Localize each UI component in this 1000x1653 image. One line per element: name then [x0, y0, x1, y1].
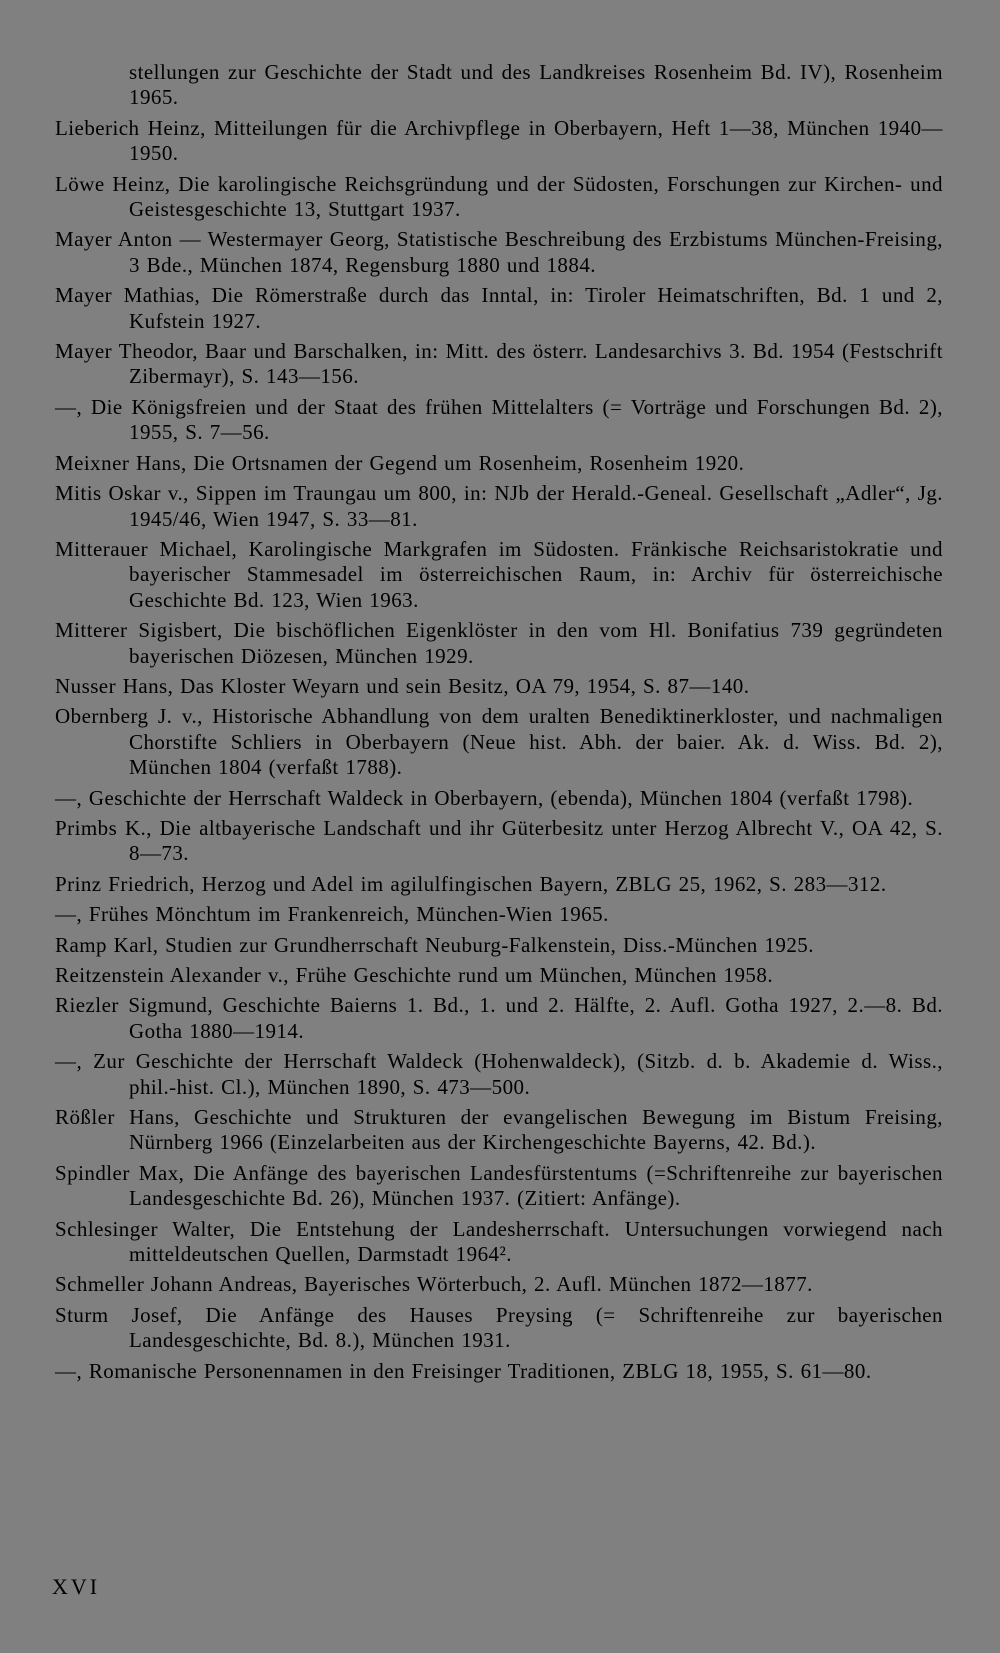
bibliography-entry: Schmeller Johann Andreas, Bayerisches Wörterbuch, 2. Aufl. München 1872—1877.	[55, 1272, 813, 1297]
bibliography-entry: Primbs K., Die altbayerische Landschaft und ihr Güterbesitz unter Herzog Albrecht V., OA 42, S. 8—73.	[55, 815, 943, 866]
bibliography-entry: Obernberg J. v., Historische Abhandlung von dem uralten Benediktinerkloster, und nachmaligen Chorstifte Schliers in Oberbayern (Neue hist. Abh. der baier. Ak. d. Wiss. Bd. 2), München 1804 (verfaßt 1788).	[55, 704, 943, 780]
bibliography-entry: Spindler Max, Die Anfänge des bayerischen Landesfürstentums (=Schriftenreihe zur bayerischen Landesgeschichte Bd. 26), München 1937. (Zitiert: Anfänge).	[55, 1160, 943, 1211]
bibliography-entry-continued: stellungen zur Geschichte der Stadt und des Landkreises Rosenheim Bd. IV), Rosenheim 1965.	[129, 60, 943, 110]
bibliography-entry: Riezler Sigmund, Geschichte Baierns 1. Bd., 1. und 2. Hälfte, 2. Aufl. Gotha 1927, 2.—8. Bd. Gotha 1880—1914.	[55, 993, 943, 1043]
bibliography-entry: —, Die Königsfreien und der Staat des frühen Mittelalters (= Vorträge und Forschungen Bd. 2), 1955, S. 7—56.	[55, 394, 943, 445]
bibliography-entry: Lieberich Heinz, Mitteilungen für die Archivpflege in Oberbayern, Heft 1—38, München 1940—1950.	[55, 115, 943, 166]
bibliography-entry: Mitterer Sigisbert, Die bischöflichen Eigenklöster in den vom Hl. Bonifatius 739 gegründeten bayerischen Diözesen, München 1929.	[55, 618, 943, 668]
page-number: XVI	[52, 1574, 101, 1599]
bibliography-list	[55, 60, 943, 1389]
bibliography-entry: —, Zur Geschichte der Herrschaft Waldeck (Hohenwaldeck), (Sitzb. d. b. Akademie d. Wiss., phil.-hist. Cl.), München 1890, S. 473—500.	[55, 1049, 943, 1099]
bibliography-entry: —, Frühes Mönchtum im Frankenreich, München-Wien 1965.	[55, 902, 609, 927]
bibliography-entry: Mayer Theodor, Baar und Barschalken, in: Mitt. des österr. Landesarchivs 3. Bd. 1954 (Festschrift Zibermayr), S. 143—156.	[55, 339, 943, 389]
bibliography-entry: —, Geschichte der Herrschaft Waldeck in Oberbayern, (ebenda), München 1804 (verfaßt 1798).	[55, 785, 914, 810]
bibliography-entry: Mayer Mathias, Die Römerstraße durch das Inntal, in: Tiroler Heimatschriften, Bd. 1 und 2, Kufstein 1927.	[55, 283, 943, 333]
bibliography-entry: Mitis Oskar v., Sippen im Traungau um 800, in: NJb der Herald.-Geneal. Gesellschaft „Adler“, Jg. 1945/46, Wien 1947, S. 33—81.	[55, 481, 943, 531]
bibliography-entry: Nusser Hans, Das Kloster Weyarn und sein Besitz, OA 79, 1954, S. 87—140.	[55, 673, 750, 698]
bibliography-entry: Mitterauer Michael, Karolingische Markgrafen im Südosten. Fränkische Reichsaristokratie und bayerischer Stammesadel im österreichischen Raum, in: Archiv für österreichische Geschichte Bd. 123, Wien 1963.	[55, 536, 943, 612]
bibliography-entry: Sturm Josef, Die Anfänge des Hauses Preysing (= Schriftenreihe zur bayerischen Landesgeschichte, Bd. 8.), München 1931.	[55, 1302, 943, 1353]
bibliography-entry: Prinz Friedrich, Herzog und Adel im agilulfingischen Bayern, ZBLG 25, 1962, S. 283—312.	[55, 871, 887, 896]
bibliography-entry: Mayer Anton — Westermayer Georg, Statistische Beschreibung des Erzbistums München-Freising, 3 Bde., München 1874, Regensburg 1880 und 1884.	[55, 227, 943, 277]
bibliography-entry: Reitzenstein Alexander v., Frühe Geschichte rund um München, München 1958.	[55, 963, 774, 987]
bibliography-entry: Ramp Karl, Studien zur Grundherrschaft Neuburg-Falkenstein, Diss.-München 1925.	[55, 932, 814, 957]
bibliography-entry: Schlesinger Walter, Die Entstehung der Landesherrschaft. Untersuchungen vorwiegend nach mitteldeutschen Quellen, Darmstadt 1964².	[55, 1216, 943, 1267]
bibliography-entry: Rößler Hans, Geschichte und Strukturen der evangelischen Bewegung im Bistum Freising, Nürnberg 1966 (Einzelarbeiten aus der Kirchengeschichte Bayerns, 42. Bd.).	[55, 1105, 943, 1155]
bibliography-entry: —, Romanische Personennamen in den Freisinger Traditionen, ZBLG 18, 1955, S. 61—80.	[55, 1358, 872, 1383]
bibliography-entry: Löwe Heinz, Die karolingische Reichsgründung und der Südosten, Forschungen zur Kirchen- und Geistesgeschichte 13, Stuttgart 1937.	[55, 171, 943, 222]
bibliography-entry: Meixner Hans, Die Ortsnamen der Gegend um Rosenheim, Rosenheim 1920.	[55, 450, 745, 475]
